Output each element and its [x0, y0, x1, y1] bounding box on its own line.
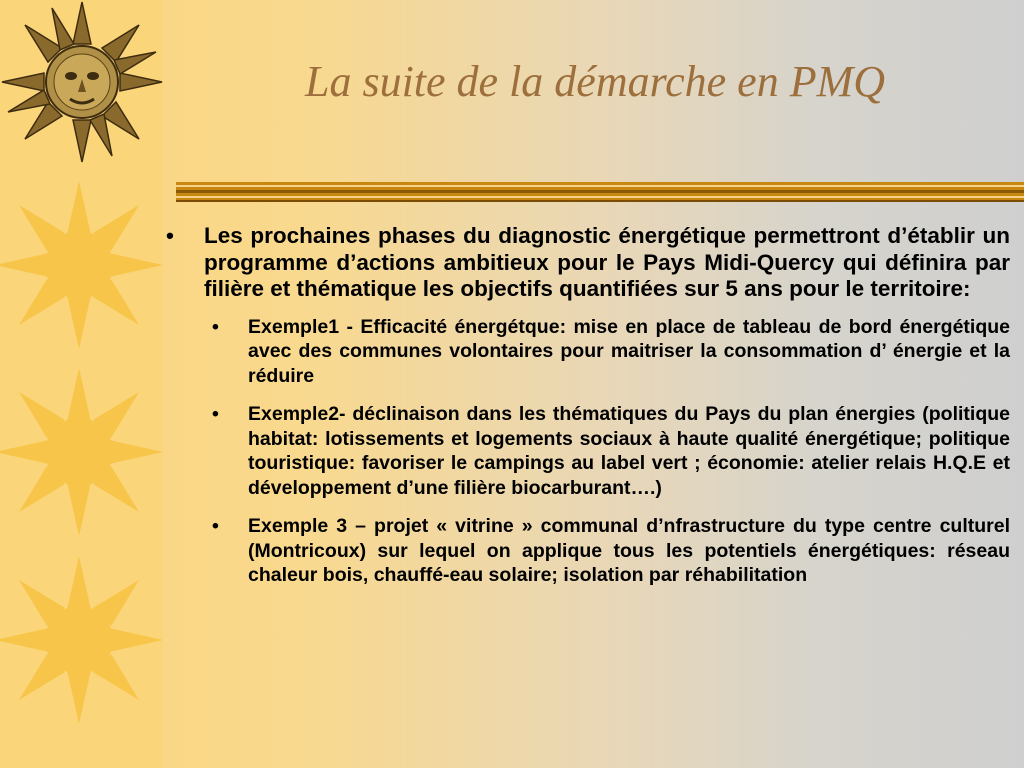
bullet-marker: •	[212, 403, 219, 425]
yellow-sun-icon	[0, 553, 167, 728]
sub-bullet-item	[212, 315, 1010, 389]
bullet-item	[166, 223, 1010, 303]
bullet-marker: •	[212, 515, 219, 537]
sub-bullet-item	[212, 514, 1010, 588]
yellow-sun-icon	[0, 365, 167, 540]
bronze-sun-icon	[0, 0, 165, 170]
sub-bullet-text: Exemple2- déclinaison dans les thématiques du Pays du plan énergies (politique habitat: lotissements et logements sociaux à haute qualité énergétique; politique touristique: favoriser le campings au label vert ; économie: atelier relais H.Q.E et développement d’une filière biocarburant….)	[248, 403, 1010, 499]
gold-divider-rule	[176, 180, 1024, 204]
bullet-text: Les prochaines phases du diagnostic énergétique permettront d’établir un programme d’actions ambitieux pour le Pays Midi-Quercy qui définira par filière et thématique les objectifs quantifiées sur 5 ans pour le territoire:	[204, 223, 1010, 301]
bullet-marker: •	[166, 223, 174, 248]
sub-bullet-item	[212, 402, 1010, 500]
sub-bullet-text: Exemple 3 – projet « vitrine » communal d’nfrastructure du type centre culturel (Montricoux) sur lequel on applique tous les potentiels énergétiques: réseau chaleur bois, chauffé-eau solaire; isolation par réhabilitation	[248, 515, 1010, 586]
yellow-sun-icon	[0, 178, 167, 353]
sub-bullet-text: Exemple1 - Efficacité énergétque: mise en place de tableau de bord énergétique avec des communes volontaires pour maitriser la consommation d’ énergie et la réduire	[248, 315, 1010, 387]
slide-body	[166, 223, 1010, 588]
bullet-marker: •	[212, 315, 219, 338]
slide-title: La suite de la démarche en PMQ	[304, 57, 885, 106]
